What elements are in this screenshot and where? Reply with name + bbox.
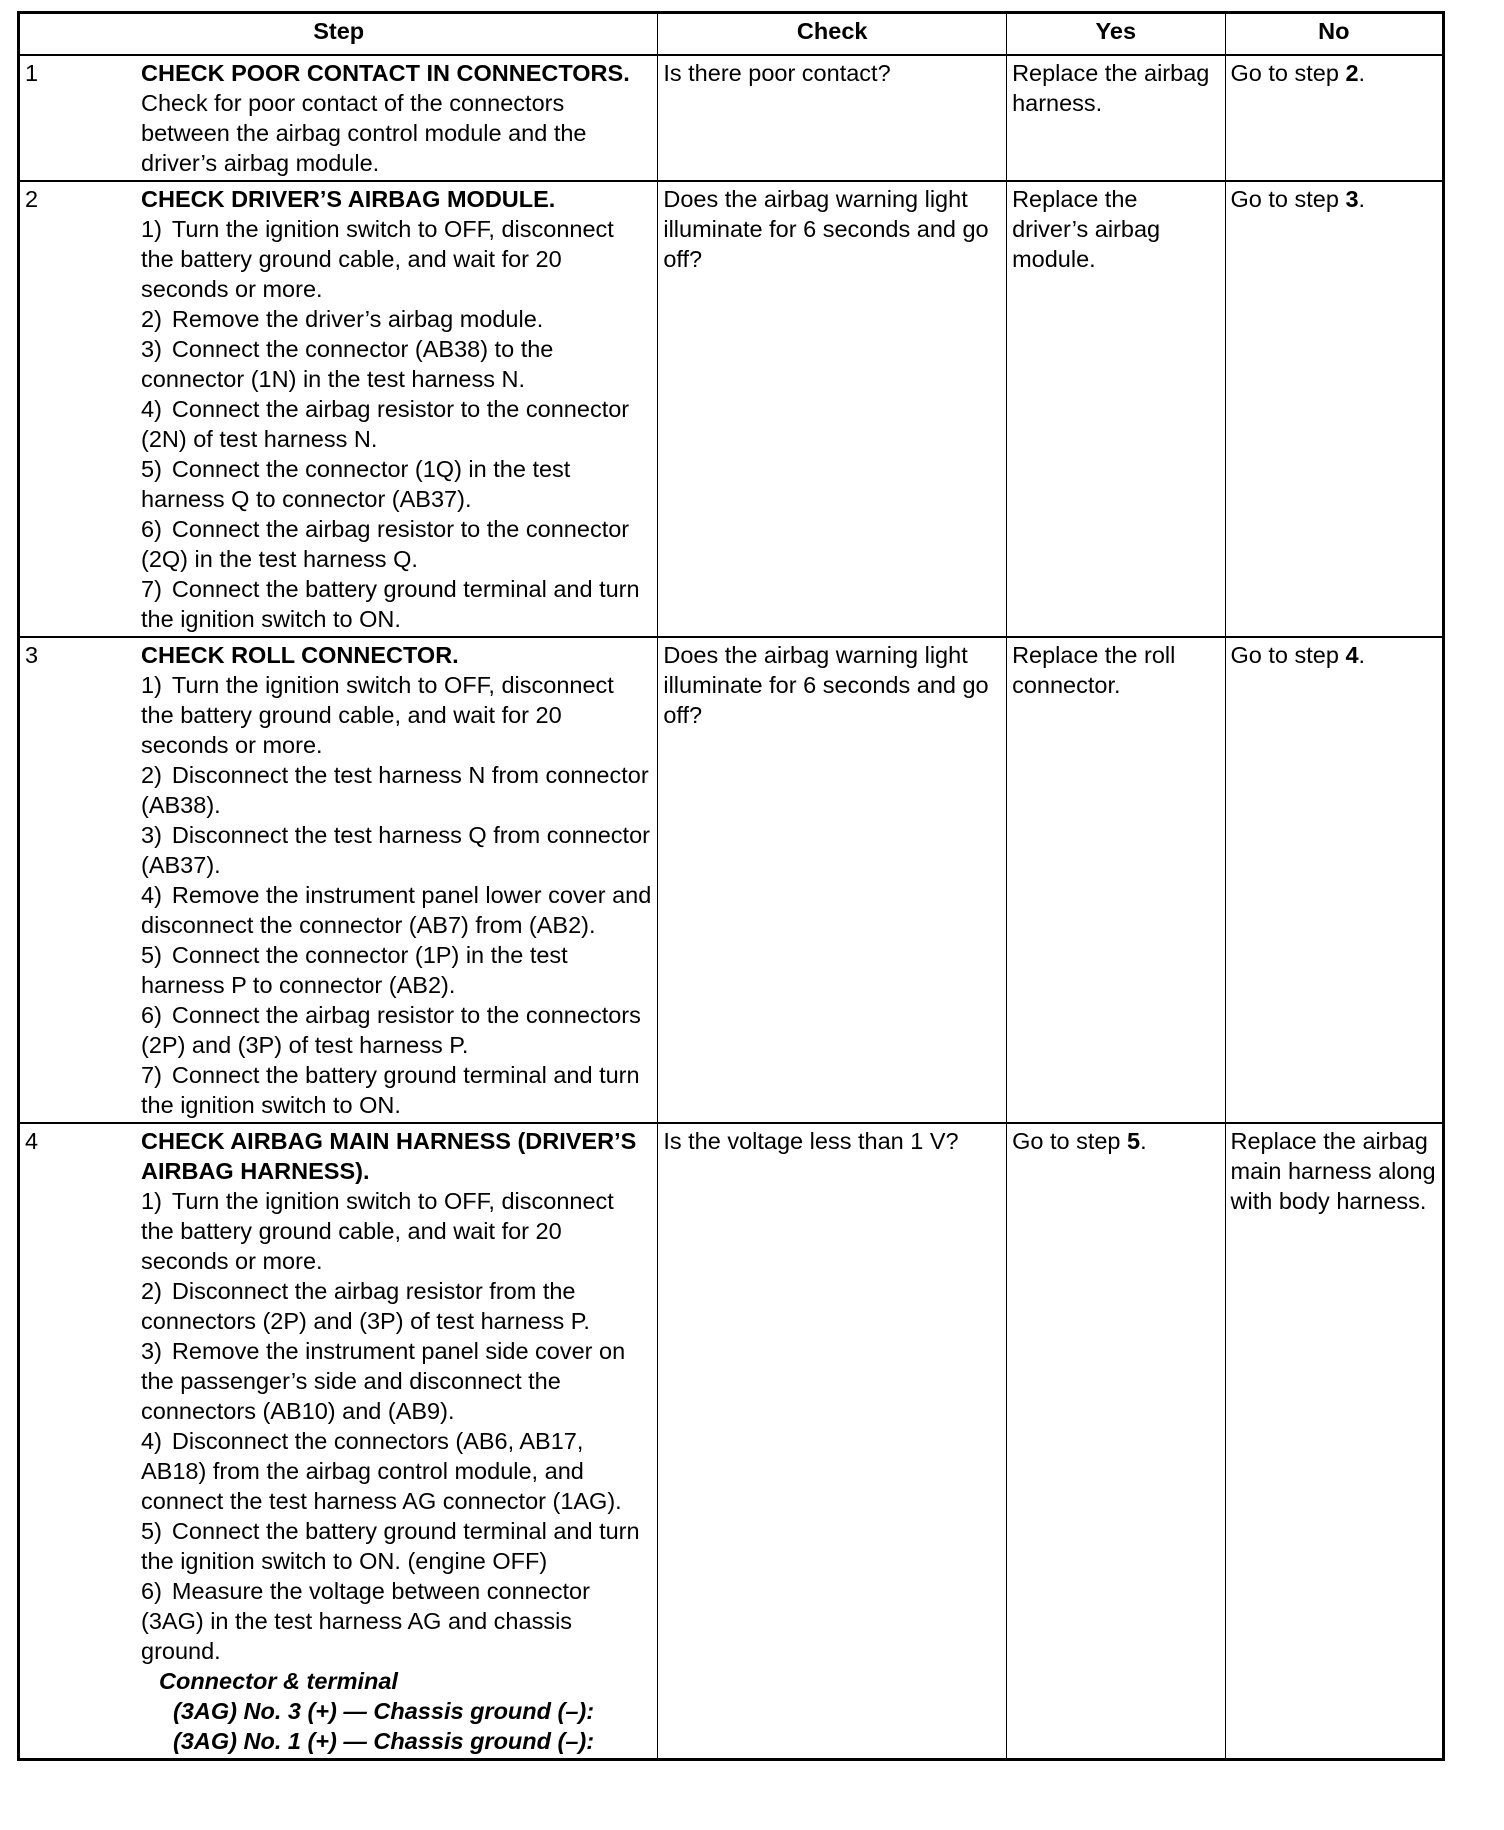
no-text: Go to step <box>1230 186 1346 212</box>
substep <box>141 454 652 514</box>
substep <box>141 1000 652 1060</box>
yes-suffix: . <box>1140 1128 1147 1154</box>
step-title: CHECK AIRBAG MAIN HARNESS (DRIVER’S AIRBAG HARNESS). <box>141 1128 637 1184</box>
substep-text: Disconnect the airbag resistor from the connectors (2P) and (3P) of test harness P. <box>141 1278 590 1334</box>
no-step-ref: 3 <box>1345 186 1359 212</box>
substep-text: Connect the battery ground terminal and turn the ignition switch to ON. <box>141 1062 640 1118</box>
substep <box>141 1426 652 1516</box>
substep <box>141 394 652 454</box>
no-suffix: . <box>1358 642 1366 668</box>
no-cell <box>1225 55 1443 181</box>
table-row <box>19 55 1444 181</box>
yes-step-ref: 5 <box>1127 1128 1141 1154</box>
substep-text: Disconnect the connectors (AB6, AB17, AB18) from the airbag control module, and connect the test harness AG connector (1AG). <box>141 1428 622 1514</box>
connector-terminal-line: (3AG) No. 3 (+) — Chassis ground (–): <box>173 1698 595 1724</box>
no-step-ref: 4 <box>1345 642 1359 668</box>
substep-text: Turn the ignition switch to OFF, disconnect the battery ground cable, and wait for 20 seconds or more. <box>141 1188 614 1274</box>
step-title: CHECK POOR CONTACT IN CONNECTORS. <box>141 60 630 86</box>
substep-text: Disconnect the test harness N from connector (AB38). <box>141 762 649 818</box>
check-cell: Does the airbag warning light illuminate for 6 seconds and go off? <box>658 637 1007 1123</box>
step-title: CHECK DRIVER’S AIRBAG MODULE. <box>141 186 556 212</box>
table-row <box>19 181 1444 637</box>
step-cell <box>19 1123 658 1760</box>
substep-text: Connect the connector (AB38) to the connector (1N) in the test harness N. <box>141 336 554 392</box>
no-suffix: . <box>1358 60 1366 86</box>
step-cell <box>19 637 658 1123</box>
substep <box>141 574 652 634</box>
yes-cell: Replace the roll connector. <box>1007 637 1225 1123</box>
substep-text: Remove the instrument panel lower cover and disconnect the connector (AB7) from (AB2). <box>141 882 652 938</box>
header-row <box>19 13 1444 56</box>
substep <box>141 214 652 304</box>
substep <box>141 304 652 334</box>
substep-text: Disconnect the test harness Q from connector (AB37). <box>141 822 650 878</box>
substep-number: 5) <box>141 1518 162 1544</box>
substep-text: Measure the voltage between connector (3AG) in the test harness AG and chassis ground. <box>141 1578 590 1664</box>
substep-number: 3) <box>141 1338 162 1364</box>
step-number: 3 <box>25 642 39 668</box>
substep-number: 7) <box>141 576 162 602</box>
step-title: CHECK ROLL CONNECTOR. <box>141 642 459 668</box>
substep-text: Connect the airbag resistor to the connector (2N) of test harness N. <box>141 396 630 452</box>
substep-number: 2) <box>141 306 162 332</box>
substep-number: 3) <box>141 336 162 362</box>
substep-number: 7) <box>141 1062 162 1088</box>
substep-text: Connect the battery ground terminal and turn the ignition switch to ON. <box>141 576 640 632</box>
header-yes: Yes <box>1007 13 1225 56</box>
substep-number: 6) <box>141 1002 162 1028</box>
substep-text: Turn the ignition switch to OFF, disconnect the battery ground cable, and wait for 20 seconds or more. <box>141 216 614 302</box>
no-cell <box>1225 181 1443 637</box>
step-number: 2 <box>25 186 39 212</box>
yes-cell: Replace the driver’s airbag module. <box>1007 181 1225 637</box>
substep-number: 4) <box>141 396 162 422</box>
substep-text: Connect the airbag resistor to the connector (2Q) in the test harness Q. <box>141 516 630 572</box>
substep-number: 4) <box>141 882 162 908</box>
substep-text: Remove the driver’s airbag module. <box>171 306 544 332</box>
substep-number: 1) <box>141 216 162 242</box>
substep-number: 4) <box>141 1428 162 1454</box>
substep-text: Connect the airbag resistor to the connectors (2P) and (3P) of test harness P. <box>141 1002 641 1058</box>
substep <box>141 1336 652 1426</box>
substep <box>141 334 652 394</box>
substep-number: 1) <box>141 672 162 698</box>
substep <box>141 760 652 820</box>
table-row <box>19 637 1444 1123</box>
substep <box>141 820 652 880</box>
no-text: Go to step <box>1230 60 1346 86</box>
substep-number: 3) <box>141 822 162 848</box>
substep-text: Connect the battery ground terminal and turn the ignition switch to ON. (engine OFF) <box>141 1518 640 1574</box>
header-no: No <box>1225 13 1443 56</box>
substep-number: 2) <box>141 1278 162 1304</box>
step-description: Check for poor contact of the connectors between the airbag control module and the driver’s airbag module. <box>141 90 587 176</box>
substep <box>141 1060 652 1120</box>
substep <box>141 1276 652 1336</box>
yes-cell <box>1007 1123 1225 1760</box>
substep-number: 5) <box>141 942 162 968</box>
substep-text: Remove the instrument panel side cover on the passenger’s side and disconnect the connectors (AB10) and (AB9). <box>141 1338 626 1424</box>
no-suffix: . <box>1358 186 1366 212</box>
table-row <box>19 1123 1444 1760</box>
no-cell <box>1225 637 1443 1123</box>
no-step-ref: 2 <box>1345 60 1359 86</box>
connector-terminal-label: Connector & terminal <box>159 1668 398 1694</box>
substep <box>141 514 652 574</box>
substep-number: 1) <box>141 1188 162 1214</box>
no-cell: Replace the airbag main harness along with body harness. <box>1225 1123 1443 1760</box>
connector-terminal-line: (3AG) No. 1 (+) — Chassis ground (–): <box>173 1728 595 1754</box>
check-cell: Is there poor contact? <box>658 55 1007 181</box>
header-step: Step <box>19 13 658 56</box>
substep-number: 5) <box>141 456 162 482</box>
check-cell: Does the airbag warning light illuminate for 6 seconds and go off? <box>658 181 1007 637</box>
yes-cell: Replace the airbag harness. <box>1007 55 1225 181</box>
yes-text: Go to step <box>1012 1128 1128 1154</box>
step-cell <box>19 55 658 181</box>
step-cell <box>19 181 658 637</box>
substep-text: Connect the connector (1Q) in the test harness Q to connector (AB37). <box>141 456 571 512</box>
header-check: Check <box>658 13 1007 56</box>
substep <box>141 1576 652 1666</box>
substep <box>141 940 652 1000</box>
substep-number: 6) <box>141 516 162 542</box>
no-text: Go to step <box>1230 642 1346 668</box>
substep-text: Connect the connector (1P) in the test harness P to connector (AB2). <box>141 942 568 998</box>
step-number: 4 <box>25 1128 39 1154</box>
substep-text: Turn the ignition switch to OFF, disconnect the battery ground cable, and wait for 20 seconds or more. <box>141 672 614 758</box>
substep <box>141 670 652 760</box>
substep <box>141 1186 652 1276</box>
substep <box>141 1516 652 1576</box>
substep-number: 6) <box>141 1578 162 1604</box>
troubleshooting-table <box>17 11 1445 1761</box>
check-cell: Is the voltage less than 1 V? <box>658 1123 1007 1760</box>
step-number: 1 <box>25 60 39 86</box>
substep-number: 2) <box>141 762 162 788</box>
substep <box>141 880 652 940</box>
